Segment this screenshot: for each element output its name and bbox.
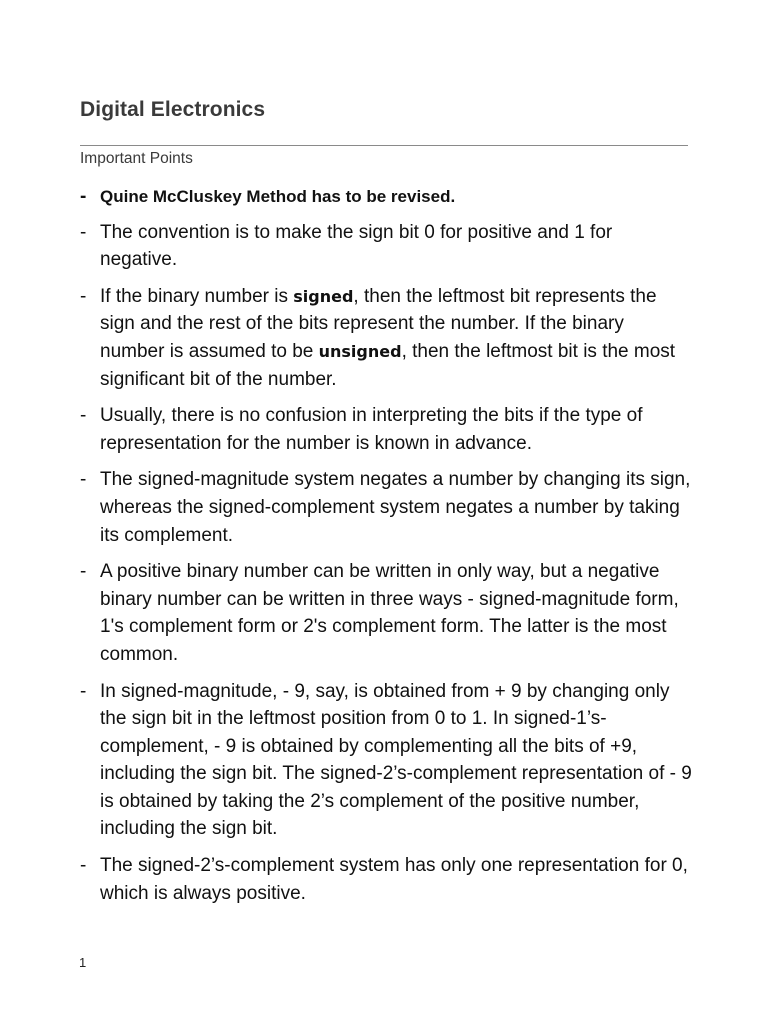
list-item	[80, 852, 692, 907]
important-points-list	[80, 183, 692, 916]
point-text: , then the leftmost bit is the most significant bit of the number.	[100, 340, 676, 390]
bullet-dash: -	[80, 680, 87, 702]
bullet-dash: -	[80, 561, 87, 583]
signed-keyword: signed	[293, 286, 354, 306]
list-item	[80, 466, 692, 549]
list-item	[80, 283, 692, 393]
title-divider	[80, 145, 688, 146]
list-item	[80, 183, 692, 211]
point-text: The convention is to make the sign bit 0 for positive and 1 for negative.	[100, 221, 613, 271]
point-text: A positive binary number can be written in only way, but a negative binary number can be written in three ways - signed-magnitude form, 1's complement form or 2's complement form. The latter is the most common.	[100, 561, 679, 665]
point-text: If the binary number is	[100, 285, 294, 307]
point-text: Usually, there is no confusion in interpreting the bits if the type of representation for the number is known in advance.	[100, 405, 643, 454]
list-item	[80, 219, 692, 274]
bullet-dash: -	[80, 285, 87, 307]
bullet-dash: -	[80, 186, 87, 207]
point-text: In signed-magnitude, - 9, say, is obtained from + 9 by changing only the sign bit in the leftmost position from 0 to 1. In signed-1’s-complement, - 9 is obtained by complementing all the bits of +9, including the sign bit. The signed-2’s-complement representation of - 9 is obtained by taking the 2’s complement of the positive number, including the sign bit.	[100, 680, 692, 840]
bullet-dash: -	[80, 469, 87, 491]
bullet-dash: -	[80, 405, 87, 427]
section-heading: Important Points	[80, 150, 193, 167]
point-text: The signed-2’s-complement system has only one representation for 0, which is always positive.	[100, 855, 688, 904]
point-text: Quine McCluskey Method has to be revised.	[100, 187, 456, 206]
page-number: 1	[79, 955, 87, 970]
unsigned-keyword: unsigned	[318, 341, 402, 361]
bullet-dash: -	[80, 855, 87, 877]
point-text: The signed-magnitude system negates a number by changing its sign, whereas the signed-complement system negates a number by taking its complement.	[100, 469, 691, 546]
page-title: Digital Electronics	[80, 98, 266, 121]
list-item	[80, 402, 692, 457]
list-item	[80, 678, 692, 844]
point-text: , then the leftmost bit represents the sign and the rest of the bits represent the number. If the binary number is assumed to be	[100, 285, 657, 362]
list-item	[80, 558, 692, 668]
bullet-dash: -	[80, 221, 87, 243]
